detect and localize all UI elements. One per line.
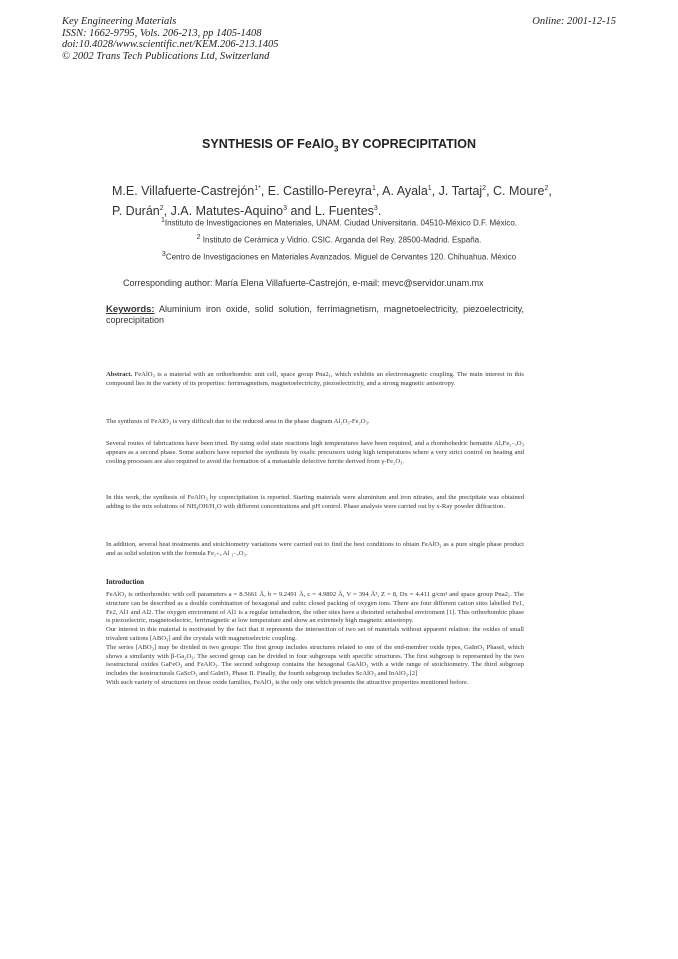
paragraph-2: Several routes of fabrications have been tried. By using solid state reactions high temperatures have been required, and a rhombohedric hematite AlₓFe₂₋ₓO₃ appears as a second phase. Some authors have reported the synthesis by oxalic precursors using high temperatures where a very strict control on heating and cooling processes are also required to avoid the formation of a metastable defective ferrite derived from γ-Fe₂O₃. — [106, 440, 524, 465]
corresponding-author: Corresponding author: María Elena Villafuerte-Castrejón, e-mail: mevc@servidor.unam.mx — [123, 278, 484, 288]
keywords-label: Keywords: — [106, 304, 155, 315]
affiliation-2: $^2$ Instituto de Cerámica y Vidrio. CSIC. Arganda del Rey. 28500-Madrid. España. — [196, 234, 482, 245]
issn-line: ISSN: 1662-9795, Vols. 206-213, pp 1405-1408 — [62, 27, 262, 39]
copyright-line: © 2002 Trans Tech Publications Ltd, Switzerland — [62, 50, 270, 62]
paragraph-1: The synthesis of FeAlO₃ is very difficult due to the reduced area in the phase diagram Al₂O₃-Fe₂O₃. — [106, 418, 370, 425]
doi-line[interactable]: doi:10.4028/www.scientific.net/KEM.206-213.1405 — [62, 39, 279, 50]
intro-paragraph-1: FeAlO₃ is orthorhombic with cell parameters a = 8.5661 Å, b = 9.2491 Å, c = 4.9892 Å, V = 394 Å³, Z = 8, Dx = 4.411 g/cm³ and space group Pna2₁. The structure can be described as a double combination of hexagonal and cubic closed packing of oxygen ions. There are four different cation sites labelled Fe1, Fe2, Al1 and Al2. The oxygen enviroment of Al1 is a regular tetrahedron, the other sites have a distorted octahedral enviroment [1]. This orthorhombic phase is piezoelectric, magnetoelectric, ferrimagnetic at low temperature and show an extremely high magnetic anisotropy. — [106, 591, 524, 625]
abstract — [106, 371, 524, 389]
paragraph-3: In this work, the synthesis of FeAlO₃ by coprecipitation is reported. Starting materials were aluminium and iron nitrates, and the precipitate was obtained adding to the mix solutions of NH₄OH/H₂O with different concentrations and pH control. Phase analysis were carried out by x-Ray powder diffraction. — [106, 494, 524, 510]
affiliation-1: $^1$Instituto de Investigaciones en Materiales, UNAM. Ciudad Universitaria. 04510-México D.F. México. — [160, 217, 518, 228]
journal-name: Key Engineering Materials — [62, 16, 177, 27]
journal-header — [62, 16, 279, 62]
introduction-heading: Introduction — [106, 578, 144, 586]
online-date-text: Online: 2001-12-15 — [532, 16, 616, 27]
introduction-body — [106, 591, 524, 688]
abstract-label: Abstract. — [106, 371, 133, 378]
affiliation-3: $^3$Centro de Investigaciones en Materiales Avanzados. Miguel de Cervantes 120. Chihuahua. México — [161, 251, 517, 262]
abstract-text: FeAlO₃ is a material with an orthorhombic unit cell, space group Pna2₁, which exhibits an electromagnetic coupling. The main interest in this compound lies in the variety of its properties: ferrimagnetism, magnetoelectricity, piezoelectricity, and a strong magnetic anisotropy. — [106, 371, 524, 387]
keywords-text: Aluminium iron oxide, solid solution, ferrimagnetism, magnetoelectricity, piezoelectricity, coprecipitation — [106, 304, 524, 325]
intro-paragraph-4: With such variety of structures on those oxide families, FeAlO₃ is the only one which presents the attractive properties mentioned before. — [106, 678, 469, 686]
intro-paragraph-2: Our interest in this material is motivated by the fact that it represents the intersection of two set of materials without apparent relation: the oxides of small trivalent cations [ABO₃] and the crystals with magnetoelectric coupling. — [106, 626, 524, 642]
intro-paragraph-3: The series [ABO₃] may be divided in two groups: The first group includes structures related to one of the end-member oxide types, GaInO₃ PhaseI, which shows a similarity with β-Ga₂O₃. The second group can be divided in four subgroups with specific structures. The first subgroup is represented by the two isostructural oxides GaFeO₃ and FeAlO₃. The second subgroup contains the hexagonal GaAlO₃ with a wide range of stoichiometry. The third subgroup includes the isostructurals GaScO₃ and GaInO₃ Phase II. Finally, the fourth subgroup includes ScAlO₃ and InAlO₃.[2] — [106, 643, 524, 678]
paper-title: SYNTHESIS OF FeAlO$_3$ BY COPRECIPITATION — [202, 137, 476, 154]
online-date — [532, 16, 616, 28]
keywords — [106, 304, 524, 326]
author-list: M.E. Villafuerte-Castrejón$^{1*}$, E. Castillo-Pereyra$^1$, A. Ayala$^1$, J. Tartaj$^2$, C. Moure$^2$, P. Durán$^2$, J.A. Matutes-Aquino$^3$ and L. Fuentes$^3$. — [112, 184, 552, 219]
paragraph-4: In addition, several heat treatments and stoichiometry variations were carried out to find the best conditions to obtain FeAlO₃ as a pure single phase product and as solid solution with the formula Fe₁₊ₓ Al ₁₋ₓO₃. — [106, 541, 524, 557]
